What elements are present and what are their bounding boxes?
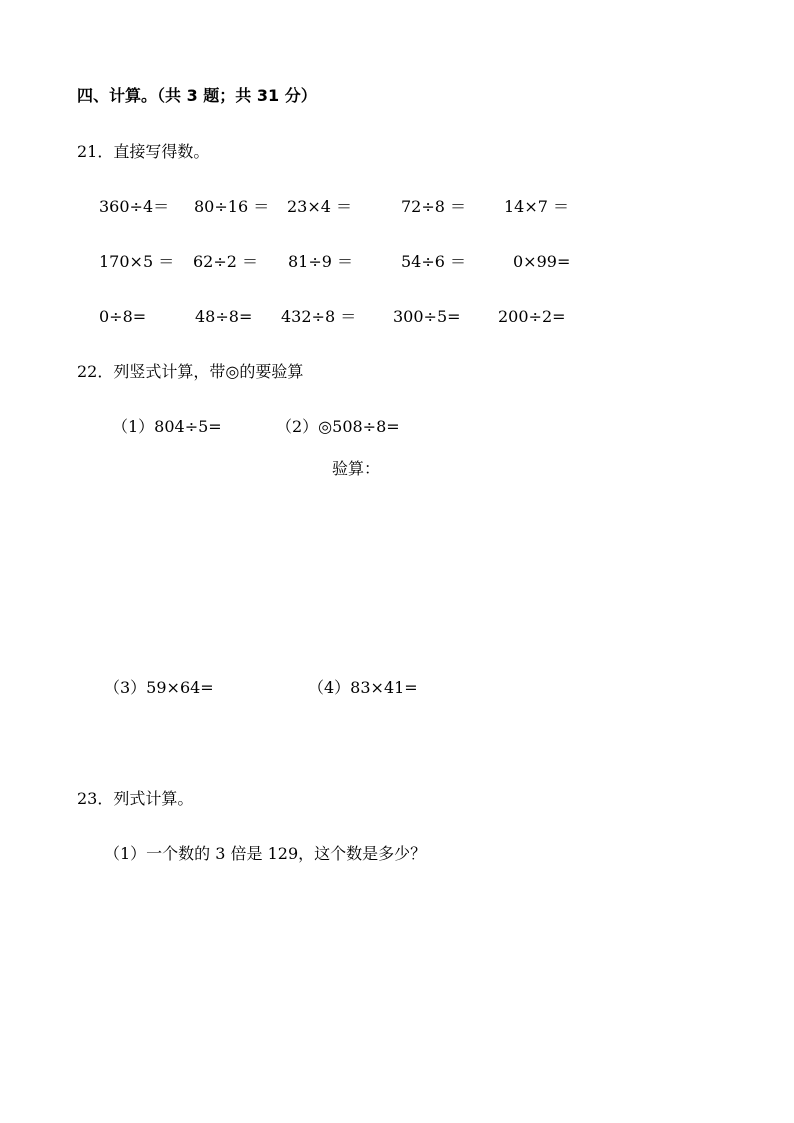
- section-score-note: （共 3 题；共 31 分）: [157, 86, 317, 105]
- problem-21-r1-c1: 360÷4＝: [99, 197, 170, 216]
- problem-22-4: （4）83×41=: [308, 678, 418, 697]
- check-label: 验算：: [332, 459, 381, 478]
- problem-21-r2-c3: 81÷9 ＝: [288, 252, 354, 271]
- problem-21-r3-c5: 200÷2=: [498, 307, 566, 326]
- problem-21-r2-c2: 62÷2 ＝: [193, 252, 259, 271]
- problem-21-r2-c1: 170×5 ＝: [99, 252, 175, 271]
- problem-21-r3-c3: 432÷8 ＝: [281, 307, 357, 326]
- problem-21-r3-c4: 300÷5=: [393, 307, 461, 326]
- problem-21-r1-c2: 80÷16 ＝: [194, 197, 270, 216]
- problem-21-r1-c5: 14×7 ＝: [504, 197, 570, 216]
- problem-21-r3-c2: 48÷8=: [195, 307, 253, 326]
- problem-21-r2-c4: 54÷6 ＝: [401, 252, 467, 271]
- problem-22-2: （2）◎508÷8=: [276, 417, 400, 436]
- problem-21-r3-c1: 0÷8=: [99, 307, 147, 326]
- question-23-title: 23．列式计算。: [77, 789, 194, 808]
- section-title: [77, 86, 317, 106]
- problem-22-3: （3）59×64=: [104, 678, 214, 697]
- problem-21-r1-c3: 23×4 ＝: [287, 197, 353, 216]
- section-heading: 四、计算。: [77, 86, 158, 105]
- problem-21-r2-c5: 0×99=: [513, 252, 571, 271]
- question-21-title: 21．直接写得数。: [77, 142, 210, 161]
- question-22-title: 22．列竖式计算，带◎的要验算: [77, 362, 304, 381]
- problem-21-r1-c4: 72÷8 ＝: [401, 197, 467, 216]
- problem-22-1: （1）804÷5=: [112, 417, 222, 436]
- problem-23-1: （1）一个数的 3 倍是 129，这个数是多少？: [104, 844, 427, 863]
